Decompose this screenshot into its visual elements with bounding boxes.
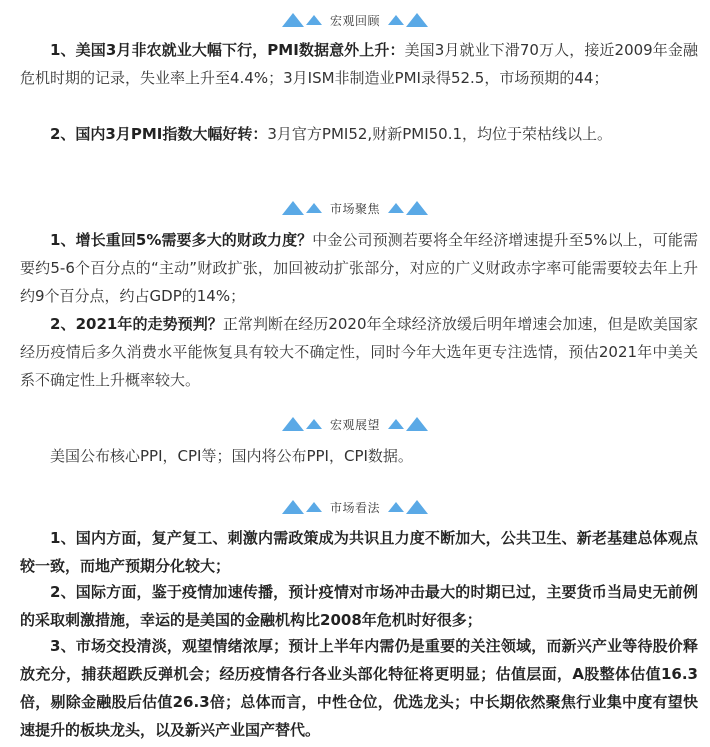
section-header-market-view (0, 497, 710, 517)
paragraph-body: 中金公司预测若要将全年经济增速提升至5%以上，可能需要约5-6个百分点的“主动”财政扩张，加回被动扩张部分，对应的广义财政赤字率可能需要较去年上升约9个百分点，约占GDP的14%； (20, 231, 698, 305)
triangle-icon (282, 500, 304, 514)
paragraph-body: 3、市场交投清淡，观望情绪浓厚；预计上半年内需仍是重要的关注领域，而新兴产业等待股价释放充分，捕获超跌反弹机会；经历疫情各行各业头部化特征将更明显；估值层面，A股整体估值16.3倍，剔除金融股后估值26.3倍；总体而言，中性仓位，优选龙头；中长期依然聚焦行业集中度有望快速提升的板块龙头，以及新兴产业国产替代。 (20, 637, 698, 739)
paragraph-heading: 2、2021年的走势预判？ (50, 315, 223, 333)
paragraph-body: 美国公布核心PPI，CPI等；国内将公布PPI，CPI数据。 (50, 447, 413, 465)
triangle-icon (406, 201, 428, 215)
paragraph (20, 524, 698, 580)
paragraph (20, 120, 698, 148)
paragraph (20, 226, 698, 310)
paragraph-heading: 1、增长重回5%需要多大的财政力度？ (50, 231, 313, 249)
triangle-icon (406, 13, 428, 27)
triangle-icon (306, 203, 322, 213)
paragraph (20, 578, 698, 634)
triangle-icon (388, 419, 404, 429)
paragraph-heading: 1、美国3月非农就业大幅下行，PMI数据意外上升： (50, 41, 405, 59)
paragraph-body: 2、国际方面，鉴于疫情加速传播，预计疫情对市场冲击最大的时期已过，主要货币当局史无前例的采取刺激措施，幸运的是美国的金融机构比2008年危机时好很多； (20, 583, 698, 629)
triangle-icon (388, 15, 404, 25)
triangle-icon (306, 502, 322, 512)
paragraph-body: 正常判断在经历2020年全球经济放缓后明年增速会加速，但是欧美国家经历疫情后多久消费水平能恢复具有较大不确定性，同时今年大选年更专注选情，预估2021年中美关系不确定性上升概率较大。 (20, 315, 698, 389)
triangle-icon (306, 15, 322, 25)
section-title: 宏观展望 (329, 417, 380, 432)
triangle-icon (282, 13, 304, 27)
triangle-icon (388, 502, 404, 512)
section-title: 宏观回顾 (329, 13, 380, 28)
paragraph (20, 36, 698, 92)
section-title: 市场聚焦 (329, 201, 380, 216)
triangle-icon (388, 203, 404, 213)
paragraph-heading: 2、国内3月PMI指数大幅好转： (50, 125, 268, 143)
paragraph-body: 1、国内方面，复产复工、刺激内需政策成为共识且力度不断加大，公共卫生、新老基建总体观点较一致，而地产预期分化较大； (20, 529, 698, 575)
triangle-icon (306, 419, 322, 429)
triangle-icon (406, 500, 428, 514)
section-header-macro-outlook (0, 414, 710, 434)
paragraph-body: 美国3月就业下滑70万人，接近2009年金融危机时期的记录，失业率上升至4.4%；3月ISM非制造业PMI录得52.5，市场预期的44； (20, 41, 698, 87)
paragraph (20, 310, 698, 394)
paragraph (20, 442, 698, 470)
paragraph (20, 632, 698, 744)
triangle-icon (282, 417, 304, 431)
triangle-icon (406, 417, 428, 431)
section-title: 市场看法 (329, 500, 380, 515)
section-header-market-focus (0, 198, 710, 218)
paragraph-body: 3月官方PMI52,财新PMI50.1，均位于荣枯线以上。 (267, 125, 613, 143)
section-header-macro-review (0, 10, 710, 30)
triangle-icon (282, 201, 304, 215)
